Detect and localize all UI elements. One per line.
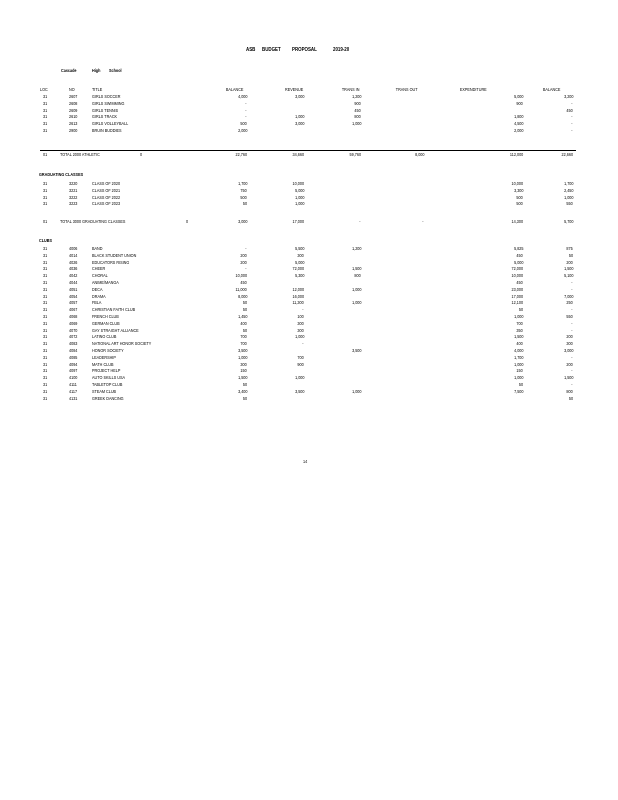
cell-col-7: 1,000 — [513, 314, 523, 319]
cell-col-4: 1,000 — [294, 114, 304, 120]
cell-col-4: 5,000 — [294, 259, 304, 265]
cell-col-8: - — [571, 121, 573, 127]
cell-col-8: 450 — [566, 107, 573, 113]
cell-col-1: 4083 — [69, 341, 78, 347]
cell-col-1: 4044 — [69, 280, 78, 285]
cell-col-3: 1,000 — [237, 354, 247, 360]
header-bal2: BALANCE — [542, 87, 560, 92]
cell-col-8: 300 — [566, 341, 573, 347]
cell-col-5: 450 — [354, 107, 361, 113]
total-col-8: 5,700 — [563, 219, 573, 224]
cell-col-1: 4054 — [69, 293, 78, 299]
total-divider — [40, 150, 576, 151]
cell-col-2: GIRLS VOLLEYBALL — [92, 121, 129, 127]
cell-col-8: 875 — [566, 246, 573, 251]
cell-col-3: 4,000 — [237, 94, 247, 99]
cell-col-1: 4085 — [69, 354, 78, 360]
cell-col-2: FRENCH CLUB — [92, 314, 119, 319]
cell-col-1: 3222 — [69, 194, 78, 200]
cell-col-1: 4072 — [69, 334, 78, 340]
cell-col-7: 500 — [516, 194, 523, 200]
total-col-7: 112,000 — [509, 152, 523, 157]
cell-col-4: 5,500 — [294, 246, 304, 251]
cell-col-3: 750 — [240, 187, 247, 193]
cell-col-8: - — [571, 280, 573, 285]
cell-col-1: 4084 — [69, 348, 78, 353]
cell-col-1: 2900 — [69, 128, 78, 133]
section-heading-clubs: CLUBS — [39, 238, 52, 243]
cell-col-7: 23,000 — [511, 286, 523, 292]
header-trout: TRANS OUT — [396, 87, 418, 92]
cell-col-4: 12,000 — [292, 286, 304, 292]
cell-col-7: 50 — [518, 307, 523, 313]
cell-col-8: - — [571, 286, 573, 292]
school-name-3: School — [109, 68, 122, 73]
cell-col-0: 31 — [43, 181, 48, 186]
cell-col-3: 300 — [240, 361, 247, 367]
cell-col-1: 4036 — [69, 266, 78, 272]
cell-col-1: 4100 — [69, 375, 78, 381]
cell-col-8: - — [571, 114, 573, 120]
header-title: TITLE — [92, 87, 103, 92]
title-budget: BUDGET — [262, 47, 281, 53]
cell-col-2: GIRLS TRACK — [92, 114, 118, 120]
cell-col-1: 4069 — [69, 320, 78, 326]
cell-col-4: 300 — [297, 252, 304, 258]
cell-col-1: 4111 — [69, 382, 77, 387]
cell-col-4: 700 — [297, 354, 304, 360]
cell-col-0: 31 — [43, 354, 48, 360]
cell-col-2: GIRLS SWIMMING — [92, 100, 125, 106]
cell-col-7: 1,000 — [513, 375, 523, 381]
cell-col-4: 300 — [297, 327, 304, 333]
cell-col-2: BRUIN BUDDIES — [92, 128, 122, 133]
cell-col-7: 2,000 — [513, 128, 523, 133]
header-trin: TRANS IN — [341, 87, 359, 92]
cell-col-4: 3,000 — [294, 121, 304, 127]
cell-col-1: 3221 — [69, 187, 78, 193]
cell-col-2: EDUCATORS RISING — [92, 259, 130, 265]
cell-col-7: 4,000 — [513, 348, 523, 353]
cell-col-8: - — [571, 327, 573, 333]
cell-col-7: 50 — [518, 382, 523, 387]
cell-col-1: 4006 — [69, 246, 78, 251]
total-col-7: 14,300 — [511, 219, 523, 224]
cell-col-1: 4068 — [69, 314, 78, 319]
cell-col-3: - — [245, 266, 247, 272]
cell-col-2: HONOR SOCIETY — [92, 348, 124, 353]
cell-col-0: 31 — [43, 259, 48, 265]
cell-col-7: 400 — [516, 341, 523, 347]
cell-col-8: - — [571, 354, 573, 360]
cell-col-2: GIRLS SOCCER — [92, 94, 121, 99]
total-col-8: 22,660 — [561, 152, 573, 157]
total-col-2: 0 — [140, 152, 143, 157]
cell-col-4: 1,000 — [294, 201, 304, 207]
cell-col-5: 800 — [354, 114, 361, 120]
cell-col-2: FBLA — [92, 300, 102, 306]
cell-col-1: 4070 — [69, 327, 78, 333]
cell-col-7: 500 — [516, 201, 523, 207]
cell-col-8: 200 — [566, 334, 573, 340]
cell-col-5: 1,000 — [351, 121, 361, 127]
cell-col-0: 31 — [43, 252, 48, 258]
cell-col-3: 50 — [242, 382, 247, 387]
cell-col-2: GERMAN CLUB — [92, 320, 120, 326]
cell-col-7: 5,825 — [513, 246, 523, 251]
cell-col-7: 12,100 — [511, 300, 523, 306]
cell-col-7: 1,000 — [513, 361, 523, 367]
cell-col-4: - — [302, 307, 304, 313]
cell-col-8: - — [571, 320, 573, 326]
cell-col-1: 2613 — [69, 121, 78, 127]
cell-col-0: 31 — [43, 246, 48, 251]
cell-col-5: 1,200 — [351, 94, 361, 99]
cell-col-4: 1,000 — [294, 194, 304, 200]
total-col-4: 34,660 — [292, 152, 304, 157]
cell-col-2: LATINO CLUB — [92, 334, 117, 340]
cell-col-0: 31 — [43, 128, 48, 133]
cell-col-0: 31 — [43, 375, 48, 381]
cell-col-7: 10,000 — [511, 181, 523, 186]
cell-col-2: CHEER — [92, 266, 106, 272]
cell-col-3: 10,000 — [235, 273, 247, 279]
total-col-3: 22,760 — [235, 152, 247, 157]
cell-col-4: 1,000 — [294, 375, 304, 381]
cell-col-1: 2607 — [69, 94, 78, 99]
total-col-4: 17,000 — [292, 219, 304, 224]
cell-col-3: 1,700 — [237, 181, 247, 186]
cell-col-3: 3,500 — [237, 348, 247, 353]
cell-col-4: 300 — [297, 320, 304, 326]
cell-col-5: 3,500 — [351, 348, 361, 353]
cell-col-3: 200 — [240, 259, 247, 265]
cell-col-8: 50 — [568, 395, 573, 401]
cell-col-0: 31 — [43, 121, 48, 127]
cell-col-3: 2,000 — [237, 128, 247, 133]
cell-col-0: 31 — [43, 368, 48, 374]
cell-col-3: 450 — [240, 280, 247, 285]
cell-col-8: 3,200 — [563, 94, 573, 99]
cell-col-0: 31 — [43, 327, 48, 333]
cell-col-2: NATIONAL ART HONOR SOCIETY — [92, 341, 152, 347]
cell-col-8: 550 — [566, 314, 573, 319]
total-col-1: TOTAL 2000 ATHLETIC — [60, 152, 100, 157]
school-name-1: Cascade — [61, 68, 77, 73]
cell-col-7: 1,700 — [513, 354, 523, 360]
cell-col-4: 5,300 — [294, 273, 304, 279]
cell-col-1: 4051 — [69, 286, 78, 292]
cell-col-7: 450 — [516, 280, 523, 285]
cell-col-7: 5,000 — [513, 259, 523, 265]
cell-col-5: 1,200 — [351, 246, 361, 251]
section-heading-graduating: GRADUATING CLASSES — [39, 172, 84, 177]
cell-col-3: - — [245, 246, 247, 251]
total-col-6: 8,000 — [414, 152, 424, 157]
cell-col-4: 3,000 — [294, 94, 304, 99]
cell-col-8: 7,000 — [563, 293, 573, 299]
cell-col-2: STEAM CLUB — [92, 388, 117, 394]
total-col-2: 0 — [186, 219, 189, 224]
header-exp: EXPENDITURE — [460, 87, 487, 92]
cell-col-0: 31 — [43, 395, 48, 401]
cell-col-0: 31 — [43, 382, 48, 387]
cell-col-0: 31 — [43, 100, 48, 106]
cell-col-2: BLACK STUDENT UNION — [92, 252, 137, 258]
cell-col-3: 50 — [242, 307, 247, 313]
cell-col-2: BAND — [92, 246, 103, 251]
cell-col-8: - — [571, 128, 573, 133]
cell-col-8: 1,000 — [563, 194, 573, 200]
cell-col-4: 16,000 — [292, 293, 304, 299]
cell-col-0: 31 — [43, 194, 48, 200]
cell-col-1: 4042 — [69, 273, 78, 279]
cell-col-5: 1,500 — [351, 266, 361, 272]
cell-col-0: 31 — [43, 266, 48, 272]
cell-col-0: 31 — [43, 273, 48, 279]
cell-col-3: 50 — [242, 395, 247, 401]
cell-col-7: 700 — [516, 320, 523, 326]
cell-col-1: 4097 — [69, 368, 78, 374]
cell-col-1: 2608 — [69, 100, 78, 106]
cell-col-2: CHORAL — [92, 273, 108, 279]
cell-col-1: 4117 — [69, 388, 78, 394]
cell-col-4: 72,000 — [292, 266, 304, 272]
cell-col-2: DRAMA — [92, 293, 106, 299]
cell-col-2: AUTO SKILLS USA — [92, 375, 126, 381]
cell-col-2: MATH CLUB — [92, 361, 114, 367]
cell-col-3: 500 — [240, 194, 247, 200]
cell-col-2: ANIME/MANGA — [92, 280, 119, 285]
cell-col-8: - — [571, 307, 573, 313]
cell-col-7: 450 — [516, 252, 523, 258]
cell-col-0: 31 — [43, 307, 48, 313]
header-loc: LOC — [40, 87, 48, 92]
cell-col-7: 1,500 — [513, 334, 523, 340]
cell-col-2: CLASS OF 2021 — [92, 187, 121, 193]
title-proposal: PROPOSAL — [292, 47, 317, 53]
cell-col-3: 8,000 — [237, 293, 247, 299]
cell-col-7: 17,000 — [511, 293, 523, 299]
cell-col-3: 150 — [240, 368, 247, 374]
cell-col-2: PROJECT HELP — [92, 368, 121, 374]
total-col-3: 3,000 — [237, 219, 247, 224]
cell-col-2: TABLETOP CLUB — [92, 382, 123, 387]
cell-col-2: DECA — [92, 286, 103, 292]
cell-col-5: 1,000 — [351, 286, 361, 292]
cell-col-8: - — [571, 100, 573, 106]
cell-col-7: 900 — [516, 100, 523, 106]
cell-col-8: 2,450 — [563, 187, 573, 193]
cell-col-4: - — [302, 341, 304, 347]
cell-col-5: 900 — [354, 100, 361, 106]
cell-col-0: 31 — [43, 341, 48, 347]
cell-col-0: 31 — [43, 314, 48, 319]
header-no: NO — [69, 87, 75, 92]
cell-col-1: 4057 — [69, 300, 78, 306]
cell-col-3: 3,400 — [237, 388, 247, 394]
cell-col-2: LEADERSHIP — [92, 354, 116, 360]
cell-col-7: 150 — [516, 368, 523, 374]
cell-col-5: 800 — [354, 273, 361, 279]
cell-col-3: 500 — [240, 121, 247, 127]
total-col-0: 01 — [43, 152, 48, 157]
cell-col-3: 50 — [242, 201, 247, 207]
title-asb: ASB — [246, 47, 256, 53]
header-bal1: BALANCE — [225, 87, 243, 92]
cell-col-4: 100 — [297, 314, 304, 319]
cell-col-2: CLASS OF 2022 — [92, 194, 121, 200]
cell-col-4: 3,500 — [294, 388, 304, 394]
cell-col-3: 1,500 — [237, 375, 247, 381]
cell-col-2: CLASS OF 2020 — [92, 181, 121, 186]
cell-col-8: 5,100 — [563, 273, 573, 279]
cell-col-3: 400 — [240, 320, 247, 326]
cell-col-8: 250 — [566, 300, 573, 306]
cell-col-2: GIRLS TENNIS — [92, 107, 119, 113]
cell-col-0: 31 — [43, 388, 48, 394]
cell-col-1: 3220 — [69, 181, 78, 186]
cell-col-5: 1,000 — [351, 300, 361, 306]
total-col-6: - — [422, 219, 424, 224]
cell-col-1: 2609 — [69, 107, 78, 113]
cell-col-7: 1,800 — [513, 114, 523, 120]
cell-col-1: 4026 — [69, 259, 78, 265]
cell-col-8: - — [571, 382, 573, 387]
cell-col-2: GREEK DANCING — [92, 395, 124, 401]
cell-col-0: 31 — [43, 348, 48, 353]
cell-col-3: 200 — [240, 252, 247, 258]
cell-col-8: 1,700 — [563, 181, 573, 186]
cell-col-8: 1,500 — [563, 375, 573, 381]
cell-col-3: - — [245, 114, 247, 120]
cell-col-3: 50 — [242, 327, 247, 333]
cell-col-1: 4094 — [69, 361, 78, 367]
cell-col-4: 10,000 — [292, 181, 304, 186]
cell-col-1: 2610 — [69, 114, 78, 120]
cell-col-2: GAY STRAIGHT ALLIANCE — [92, 327, 139, 333]
cell-col-0: 31 — [43, 293, 48, 299]
cell-col-4: 1,000 — [294, 334, 304, 340]
cell-col-3: - — [245, 107, 247, 113]
cell-col-8: 800 — [566, 388, 573, 394]
cell-col-1: 4131 — [69, 395, 78, 401]
cell-col-7: 7,500 — [513, 388, 523, 394]
school-name-2: High — [92, 68, 101, 73]
cell-col-0: 31 — [43, 320, 48, 326]
cell-col-4: 900 — [297, 361, 304, 367]
cell-col-4: 5,000 — [294, 187, 304, 193]
cell-col-0: 31 — [43, 286, 48, 292]
page-number: 14 — [303, 459, 308, 464]
cell-col-0: 31 — [43, 201, 48, 207]
cell-col-0: 31 — [43, 280, 48, 285]
total-col-0: 01 — [43, 219, 48, 224]
cell-col-0: 31 — [43, 300, 48, 306]
header-rev: REVENUE — [284, 87, 303, 92]
cell-col-1: 4067 — [69, 307, 78, 313]
cell-col-8: 550 — [566, 201, 573, 207]
cell-col-7: 10,000 — [511, 273, 523, 279]
cell-col-8: 200 — [566, 361, 573, 367]
total-col-5: 59,760 — [349, 152, 361, 157]
cell-col-4: 11,300 — [292, 300, 304, 306]
cell-col-0: 31 — [43, 114, 48, 120]
cell-col-0: 31 — [43, 187, 48, 193]
cell-col-7: 72,000 — [511, 266, 523, 272]
cell-col-8: 3,000 — [563, 348, 573, 353]
cell-col-7: 3,300 — [513, 187, 523, 193]
cell-col-0: 31 — [43, 94, 48, 99]
cell-col-0: 31 — [43, 361, 48, 367]
cell-col-8: 1,500 — [563, 266, 573, 272]
cell-col-3: - — [245, 100, 247, 106]
cell-col-7: 4,500 — [513, 121, 523, 127]
cell-col-3: 11,000 — [235, 286, 247, 292]
cell-col-0: 31 — [43, 334, 48, 340]
cell-col-1: 4014 — [69, 252, 78, 258]
total-col-1: TOTAL 3000 GRADUATING CLASSES — [60, 219, 126, 224]
cell-col-7: 350 — [516, 327, 523, 333]
cell-col-3: 700 — [240, 334, 247, 340]
cell-col-2: CHRISTIAN FAITH CLUB — [92, 307, 136, 313]
cell-col-8: - — [571, 368, 573, 374]
cell-col-8: 200 — [566, 259, 573, 265]
cell-col-1: 3223 — [69, 201, 78, 207]
total-col-5: - — [359, 219, 361, 224]
cell-col-3: 1,450 — [237, 314, 247, 319]
cell-col-2: CLASS OF 2023 — [92, 201, 121, 207]
cell-col-3: 700 — [240, 341, 247, 347]
cell-col-0: 31 — [43, 107, 48, 113]
cell-col-3: 50 — [242, 300, 247, 306]
title-year: 2019-20 — [333, 47, 350, 53]
cell-col-8: 50 — [568, 252, 573, 258]
cell-col-5: 1,000 — [351, 388, 361, 394]
cell-col-7: 5,000 — [513, 94, 523, 99]
